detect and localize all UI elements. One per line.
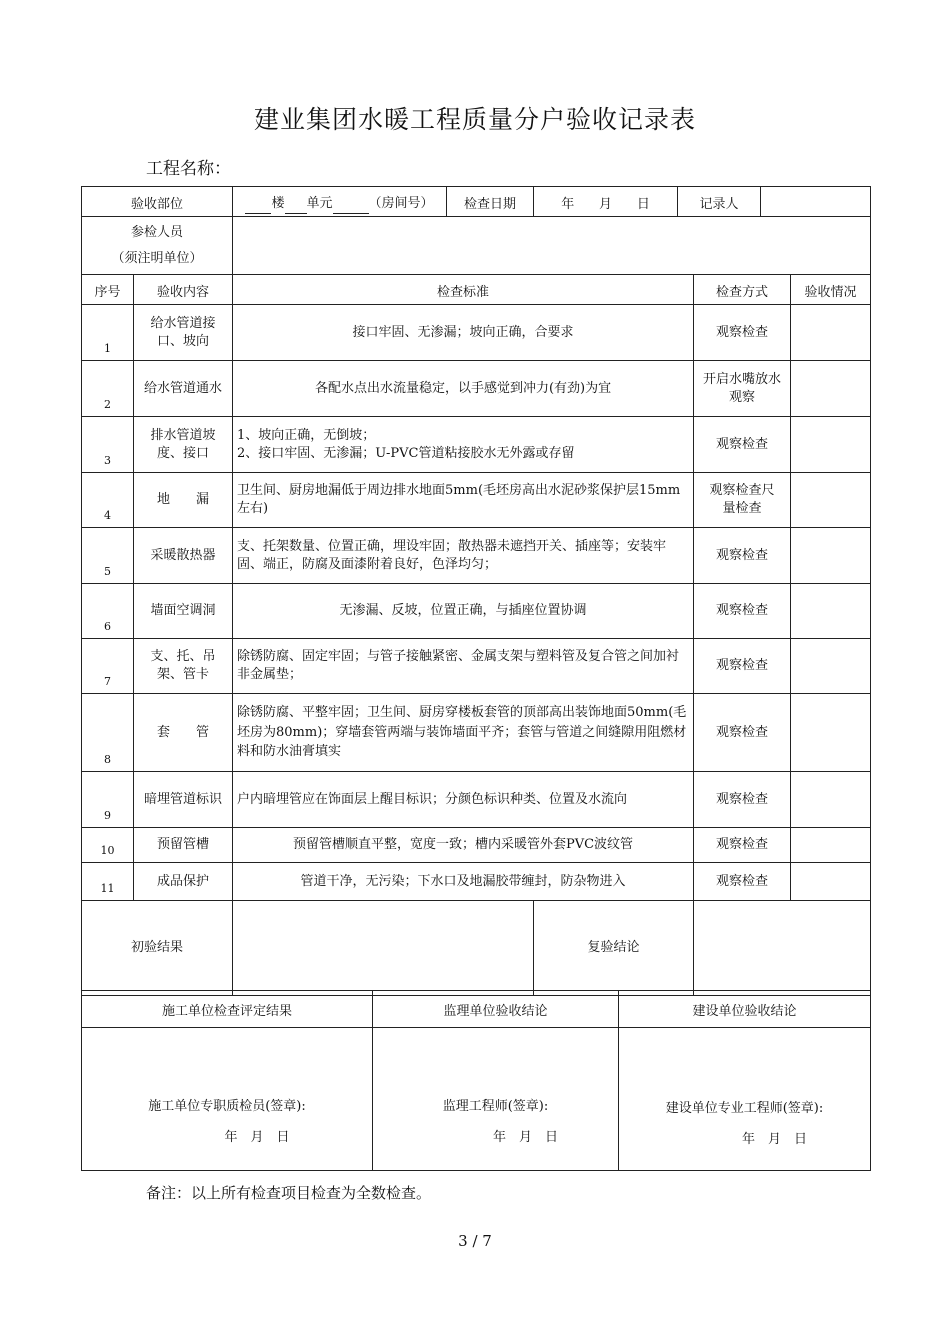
row-result xyxy=(791,828,871,863)
location-label: 验收部位 xyxy=(82,187,233,217)
recorder-value xyxy=(761,187,871,217)
contractor-signer: 施工单位专职质检员(签章): xyxy=(148,1099,306,1114)
inspection-table xyxy=(81,186,871,996)
row-standard: 各配水点出水流量稳定，以手感觉到冲力(有劲)为宜 xyxy=(233,361,694,417)
page-number: 3 / 7 xyxy=(458,1232,492,1250)
col-header-no: 序号 xyxy=(82,275,134,305)
row-method: 观察检查尺量检查 xyxy=(694,473,791,528)
row-no: 5 xyxy=(82,528,134,584)
row-result xyxy=(791,473,871,528)
row-content: 成品保护 xyxy=(134,863,233,901)
contractor-sign-cell xyxy=(82,1028,373,1171)
row-standard: 卫生间、厨房地漏低于周边排水地面5mm(毛坯房高出水泥砂浆保护层15mm 左右) xyxy=(233,473,694,528)
row-no: 6 xyxy=(82,584,134,639)
row-result xyxy=(791,305,871,361)
row-result xyxy=(791,417,871,473)
row-result xyxy=(791,639,871,694)
row-standard: 管道干净，无污染；下水口及地漏胶带缠封，防杂物进入 xyxy=(233,863,694,901)
row-result xyxy=(791,863,871,901)
table-row xyxy=(82,584,871,639)
table-row xyxy=(82,772,871,828)
row-standard: 户内暗埋管应在饰面层上醒目标识；分颜色标识种类、位置及水流向 xyxy=(233,772,694,828)
row-method: 观察检查 xyxy=(694,828,791,863)
row-content: 采暖散热器 xyxy=(134,528,233,584)
owner-title: 建设单位验收结论 xyxy=(619,991,871,1028)
col-header-method: 检查方式 xyxy=(694,275,791,305)
owner-date: 年 月 日 xyxy=(741,1132,807,1147)
row-method: 观察检查 xyxy=(694,584,791,639)
row-no: 9 xyxy=(82,772,134,828)
row-content: 排水管道坡度、接口 xyxy=(134,417,233,473)
row-standard: 1、坡向正确，无倒坡； 2、接口牢固、无渗漏；U-PVC管道粘接胶水无外露或存留 xyxy=(233,417,694,473)
table-row xyxy=(82,361,871,417)
table-row xyxy=(82,694,871,772)
row-result xyxy=(791,772,871,828)
recheck-value xyxy=(694,901,871,996)
table-row xyxy=(82,417,871,473)
row-no: 1 xyxy=(82,305,134,361)
row-content: 地 漏 xyxy=(134,473,233,528)
row-no: 2 xyxy=(82,361,134,417)
initial-result-label: 初验结果 xyxy=(82,901,233,996)
row-method: 观察检查 xyxy=(694,639,791,694)
row-no: 8 xyxy=(82,694,134,772)
participants-label: 参检人员 （须注明单位） xyxy=(82,217,233,275)
row-content: 预留管槽 xyxy=(134,828,233,863)
building-label: 楼 xyxy=(271,196,285,212)
supervisor-date: 年 月 日 xyxy=(492,1130,558,1145)
row-standard: 无渗漏、反坡，位置正确，与插座位置协调 xyxy=(233,584,694,639)
row-standard: 除锈防腐、固定牢固；与管子接触紧密、金属支架与塑料管及复合管之间加衬非金属垫； xyxy=(233,639,694,694)
project-name-label: 工程名称： xyxy=(146,159,231,179)
row-standard: 预留管槽顺直平整，宽度一致；槽内采暖管外套PVC波纹管 xyxy=(233,828,694,863)
row-no: 3 xyxy=(82,417,134,473)
row-method: 观察检查 xyxy=(694,694,791,772)
row-content: 套 管 xyxy=(134,694,233,772)
location-value xyxy=(233,187,447,217)
room-label: （房间号） xyxy=(368,196,434,212)
remark-note: 备注：以上所有检查项目检查为全数检查。 xyxy=(146,1184,432,1202)
row-method: 观察检查 xyxy=(694,417,791,473)
check-date-value: 年 月 日 xyxy=(534,187,678,217)
supervisor-sign-cell xyxy=(373,1028,619,1171)
row-method: 观察检查 xyxy=(694,528,791,584)
participants-value xyxy=(233,217,871,275)
contractor-date: 年 月 日 xyxy=(224,1130,290,1145)
check-date-label: 检查日期 xyxy=(447,187,534,217)
row-content: 支、托、吊架、管卡 xyxy=(134,639,233,694)
row-content: 给水管道接口、坡向 xyxy=(134,305,233,361)
page-title: 建业集团水暖工程质量分户验收记录表 xyxy=(253,105,696,134)
row-content: 给水管道通水 xyxy=(134,361,233,417)
table-row xyxy=(82,863,871,901)
row-no: 11 xyxy=(82,863,134,901)
row-result xyxy=(791,584,871,639)
row-standard: 除锈防腐、平整牢固；卫生间、厨房穿楼板套管的顶部高出装饰地面50mm(毛坯房为80mm)；穿墙套管两端与装饰墙面平齐；套管与管道之间缝隙用阻燃材料和防水油膏填实 xyxy=(233,694,694,772)
unit-label: 单元 xyxy=(306,196,333,212)
row-standard: 接口牢固、无渗漏；坡向正确，合要求 xyxy=(233,305,694,361)
row-method: 开启水嘴放水观察 xyxy=(694,361,791,417)
initial-result-value xyxy=(233,901,534,996)
row-content: 墙面空调洞 xyxy=(134,584,233,639)
row-result xyxy=(791,528,871,584)
table-row xyxy=(82,639,871,694)
owner-signer: 建设单位专业工程师(签章): xyxy=(665,1101,824,1116)
row-no: 10 xyxy=(82,828,134,863)
signature-table xyxy=(81,990,871,1171)
row-method: 观察检查 xyxy=(694,772,791,828)
row-standard: 支、托架数量、位置正确，埋设牢固；散热器未遮挡开关、插座等；安装牢固、端正，防腐及面漆附着良好，色泽均匀； xyxy=(233,528,694,584)
row-method: 观察检查 xyxy=(694,863,791,901)
contractor-title: 施工单位检查评定结果 xyxy=(82,991,373,1028)
col-header-content: 验收内容 xyxy=(134,275,233,305)
col-header-result: 验收情况 xyxy=(791,275,871,305)
supervisor-signer: 监理工程师(签章): xyxy=(442,1099,549,1114)
table-row xyxy=(82,305,871,361)
row-method: 观察检查 xyxy=(694,305,791,361)
row-content: 暗埋管道标识 xyxy=(134,772,233,828)
table-row xyxy=(82,528,871,584)
row-no: 7 xyxy=(82,639,134,694)
col-header-standard: 检查标准 xyxy=(233,275,694,305)
row-result xyxy=(791,694,871,772)
table-row xyxy=(82,828,871,863)
row-result xyxy=(791,361,871,417)
owner-sign-cell xyxy=(619,1028,871,1171)
supervisor-title: 监理单位验收结论 xyxy=(373,991,619,1028)
recheck-label: 复验结论 xyxy=(534,901,694,996)
table-row xyxy=(82,473,871,528)
row-no: 4 xyxy=(82,473,134,528)
recorder-label: 记录人 xyxy=(678,187,761,217)
